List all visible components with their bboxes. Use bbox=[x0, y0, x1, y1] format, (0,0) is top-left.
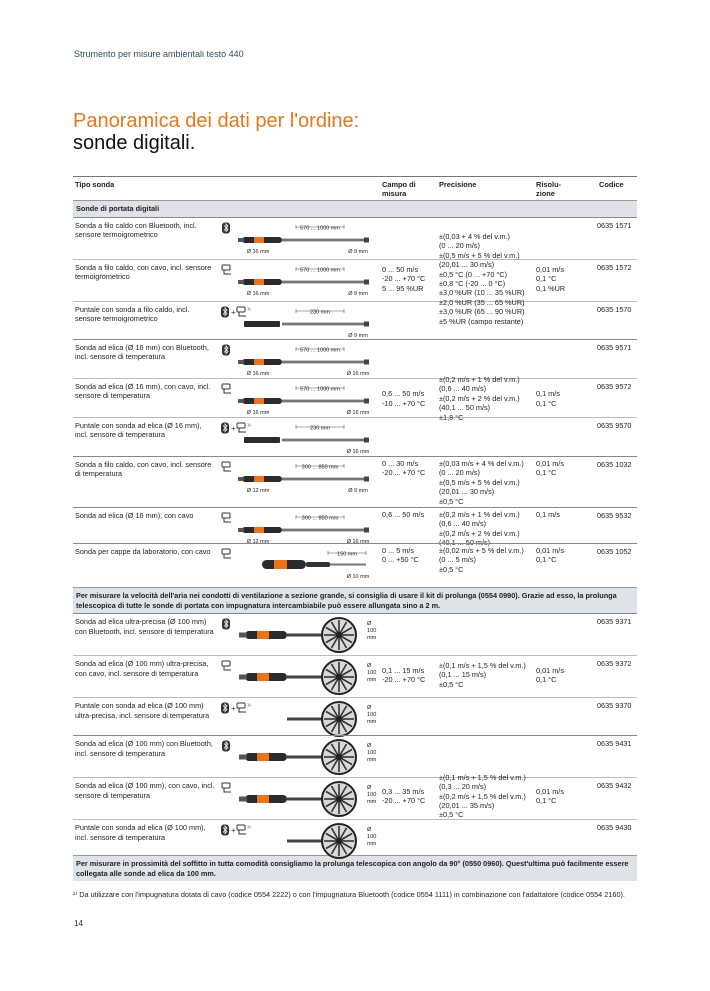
accuracy-line: ±(0,03 + 4 % del v.m.) bbox=[439, 232, 510, 241]
accuracy-line: (20,01 ... 30 m/s) bbox=[439, 487, 495, 497]
info-band-extension: Per misurare la velocità dell'aria nei condotti di ventilazione a sezione grande, si consiglia di usare il kit di prolunga (0554 0990). Grazie ad esso, la prolunga telescopica di tutte le sonde di portata con impugnatura intercambiabile può essere allungata sino a 2 m. bbox=[73, 587, 637, 613]
dim-diameter: 100 bbox=[367, 792, 377, 799]
probe-illustration bbox=[236, 220, 376, 256]
dim-diameter: Ø bbox=[367, 785, 372, 792]
resolution-line: 0,01 m/s bbox=[536, 665, 564, 675]
accuracy-line: ±0,5 °C bbox=[439, 679, 464, 689]
dim-diameter: 100 bbox=[367, 712, 377, 719]
probe-illustration bbox=[236, 459, 376, 495]
measuring-range bbox=[382, 459, 438, 478]
probe-name: Sonda a filo caldo con Bluetooth, incl. sensore termoigrometrico bbox=[75, 221, 197, 240]
measuring-range bbox=[382, 787, 438, 806]
accuracy-line: ±(0,1 m/s + 1,5 % del v.m.) bbox=[439, 661, 526, 671]
dim-tip-diameter: Ø 9 mm bbox=[348, 488, 368, 494]
dim-tip-diameter: Ø 16 mm bbox=[346, 410, 370, 416]
dim-tip-diameter: Ø 16 mm bbox=[346, 449, 370, 455]
probe-illustration bbox=[236, 262, 376, 298]
resolution bbox=[536, 546, 586, 565]
table-row bbox=[73, 819, 637, 858]
probe-illustration-wrap bbox=[236, 262, 376, 300]
probe-illustration bbox=[236, 304, 376, 340]
vane-probe-illustration bbox=[233, 780, 383, 818]
resolution bbox=[536, 510, 586, 519]
dim-handle-diameter: Ø 16 mm bbox=[246, 410, 270, 416]
resolution bbox=[536, 666, 586, 685]
probe-group-vane-16 bbox=[73, 339, 637, 456]
bluetooth-icon bbox=[221, 618, 233, 630]
accuracy-line: (0,1 ... 15 m/s) bbox=[439, 670, 487, 680]
dim-length: 150 mm bbox=[337, 551, 357, 558]
resolution-line: 0,01 m/s bbox=[536, 459, 564, 468]
footnote-marker: 1) bbox=[247, 824, 251, 830]
probe-name: Sonda per cappe da laboratorio, con cavo bbox=[75, 547, 211, 556]
measuring-range bbox=[382, 265, 438, 293]
order-code: 0635 9532 bbox=[597, 511, 632, 520]
order-code: 0635 1052 bbox=[597, 547, 632, 556]
vane-illustration-wrap bbox=[233, 780, 383, 820]
measuring-range bbox=[382, 546, 438, 565]
accuracy-line: ±0,8 °C (-20 ... 0 °C) bbox=[439, 279, 506, 289]
table-row bbox=[73, 301, 637, 342]
measuring-range-line: 0 ... 5 m/s bbox=[382, 546, 415, 555]
bluetooth-icon-wrap bbox=[221, 740, 233, 754]
bluetooth-icon-wrap bbox=[221, 344, 233, 358]
dim-length: 570 ... 1000 mm bbox=[300, 347, 340, 354]
accuracy-line: ±3,0 %UR (65 ... 90 %UR) bbox=[439, 307, 525, 317]
col-codice: Codice bbox=[599, 180, 624, 189]
table-row bbox=[73, 613, 637, 655]
measuring-range bbox=[382, 510, 438, 519]
probe-group-hotwire-temp bbox=[73, 456, 637, 507]
probe-name: Sonda a filo caldo, con cavo, incl. sensore termoigrometrico bbox=[75, 263, 212, 282]
dim-diameter: mm bbox=[367, 799, 377, 806]
svg-text:+: + bbox=[231, 704, 236, 714]
footnote: ¹⁾ Da utilizzare con l'impugnatura dotata di cavo (codice 0554 2222) o con l'impugnatura Bluetooth (codice 0554 1111) in combinazione con l'adattatore (codice 0554 2160). bbox=[73, 890, 625, 899]
page-subtitle: sonde digitali. bbox=[73, 132, 196, 154]
dim-diameter: 100 bbox=[367, 834, 377, 841]
order-code: 0635 1572 bbox=[597, 263, 632, 272]
probe-illustration-wrap bbox=[236, 304, 376, 342]
probe-illustration bbox=[236, 381, 376, 417]
accuracy-line: ±5 %UR (campo restante) bbox=[439, 316, 524, 326]
resolution bbox=[536, 389, 586, 408]
measuring-range-line: 0,6 ... 50 m/s bbox=[382, 389, 425, 399]
order-code: 0635 9571 bbox=[597, 343, 632, 352]
accuracy-line: (0 ... 20 m/s) bbox=[439, 241, 480, 251]
measuring-range-line: 5 ... 95 %UR bbox=[382, 283, 424, 293]
dim-diameter: Ø bbox=[367, 663, 372, 670]
probe-name: Sonda ad elica (Ø 16 mm), con cavo bbox=[75, 511, 194, 520]
order-code: 0635 1570 bbox=[597, 305, 632, 314]
dim-diameter: mm bbox=[367, 757, 377, 764]
page-number: 14 bbox=[74, 919, 83, 928]
accuracy-line: (0 ... 20 m/s) bbox=[439, 468, 480, 478]
measuring-range-line: -20 ... +70 °C bbox=[382, 675, 426, 685]
table-row bbox=[73, 697, 637, 738]
dim-diameter: mm bbox=[367, 677, 377, 684]
section-title: Sonde di portata digitali bbox=[73, 200, 637, 217]
accuracy bbox=[439, 459, 535, 506]
probe-illustration-wrap bbox=[236, 459, 376, 497]
resolution-line: 0,1 m/s bbox=[536, 389, 560, 399]
accuracy-line: (0,6 ... 40 m/s) bbox=[439, 384, 487, 394]
probe-group-vane-16-cable bbox=[73, 507, 637, 548]
order-code: 0635 9370 bbox=[597, 701, 632, 711]
dim-length: 570 ... 1000 mm bbox=[300, 225, 340, 232]
probe-name: Sonda ad elica (Ø 100 mm) ultra-precisa, con cavo, incl. sensore di temperatura bbox=[75, 659, 209, 678]
probe-name: Sonda ad elica (Ø 100 mm), con cavo, incl. sensore di temperatura bbox=[75, 781, 215, 800]
dim-diameter: 100 bbox=[367, 670, 377, 677]
cable-icon bbox=[221, 782, 233, 794]
footnote-marker: 1) bbox=[247, 702, 251, 708]
probe-name: Puntale con sonda a filo caldo, incl. sensore termoigrometrico bbox=[75, 305, 190, 324]
accuracy bbox=[439, 546, 535, 574]
accuracy-line: ±(0,2 m/s + 1 % del v.m.) bbox=[439, 375, 520, 384]
cable-icon-wrap bbox=[221, 461, 233, 475]
accuracy-line: ±(0,2 m/s + 1,5 % del v.m.) bbox=[439, 791, 526, 801]
dim-tip-diameter: Ø 16 mm bbox=[346, 539, 370, 545]
accuracy bbox=[439, 375, 535, 422]
svg-text:+: + bbox=[231, 424, 236, 433]
probe-illustration-wrap bbox=[236, 546, 376, 584]
dim-tip-diameter: Ø 16 mm bbox=[346, 371, 370, 377]
dim-handle-diameter: Ø 16 mm bbox=[246, 291, 270, 297]
measuring-range-line: 0 ... 50 m/s bbox=[382, 264, 419, 274]
col-precisione: Precisione bbox=[439, 180, 477, 189]
resolution-line: 0,1 °C bbox=[536, 468, 557, 478]
dim-length: 570 ... 1000 mm bbox=[300, 386, 340, 393]
accuracy-line: (40,1 ... 50 m/s) bbox=[439, 403, 491, 413]
cable-icon bbox=[221, 548, 233, 560]
order-code: 0635 1032 bbox=[597, 460, 632, 469]
accuracy bbox=[439, 773, 535, 820]
dim-diameter: Ø bbox=[367, 743, 372, 750]
vane-illustration-wrap bbox=[233, 822, 383, 862]
dim-length: 300 ... 850 mm bbox=[301, 464, 339, 471]
accuracy-line: ±2,0 %UR (35 ... 65 %UR) bbox=[439, 297, 525, 307]
dim-length: 570 ... 1000 mm bbox=[300, 267, 340, 274]
dim-diameter: Ø bbox=[367, 621, 372, 628]
svg-text:+: + bbox=[231, 826, 236, 836]
vane-probe-illustration bbox=[233, 822, 383, 860]
accuracy-line: (0 ... 5 m/s) bbox=[439, 555, 476, 565]
vane-probe-illustration bbox=[233, 738, 383, 776]
measuring-range-line: -20 ... +70 °C bbox=[382, 796, 426, 806]
dim-diameter: 100 bbox=[367, 628, 377, 635]
accuracy bbox=[439, 510, 535, 548]
cable-icon bbox=[221, 383, 233, 395]
dim-length: 230 mm bbox=[310, 309, 330, 316]
dim-diameter: Ø bbox=[367, 705, 372, 712]
accuracy bbox=[439, 661, 535, 689]
accuracy-line: ±1,8 °C bbox=[439, 412, 464, 422]
measuring-range-line: -10 ... +70 °C bbox=[382, 398, 426, 408]
dim-diameter: mm bbox=[367, 635, 377, 642]
dim-diameter: Ø bbox=[367, 827, 372, 834]
resolution-line: 0,1 m/s bbox=[536, 510, 560, 519]
measuring-range-line: 0,3 ... 35 m/s bbox=[382, 786, 425, 796]
accuracy-line: ±(0,2 m/s + 2 % del v.m.) bbox=[439, 528, 520, 538]
accuracy-line: ±(0,03 m/s + 4 % del v.m.) bbox=[439, 459, 524, 468]
dim-diameter: mm bbox=[367, 719, 377, 726]
accuracy-line: ±(0,02 m/s + 5 % del v.m.) bbox=[439, 546, 524, 555]
order-code: 0635 9572 bbox=[597, 382, 632, 391]
bluetooth-icon bbox=[221, 344, 233, 356]
resolution-line: 0,01 m/s bbox=[536, 264, 564, 274]
order-code: 0635 9431 bbox=[597, 739, 632, 749]
order-table bbox=[73, 176, 637, 881]
resolution-line: 0,1 °C bbox=[536, 274, 557, 284]
probe-group-lab-hood bbox=[73, 543, 637, 587]
bluetooth-icon bbox=[221, 740, 233, 752]
order-code: 0635 9570 bbox=[597, 421, 632, 430]
accuracy-line: (40,1 ... 50 m/s) bbox=[439, 538, 491, 548]
bluetooth-icon-wrap bbox=[221, 222, 233, 236]
col-campo-misura: Campo di misura bbox=[382, 180, 416, 198]
footnote-marker: 1) bbox=[247, 422, 251, 427]
cable-icon bbox=[221, 264, 233, 276]
col-risoluzione: Risolu-zione bbox=[536, 180, 562, 198]
probe-illustration bbox=[236, 420, 376, 456]
resolution-line: 0,01 m/s bbox=[536, 546, 564, 555]
cable-icon bbox=[221, 461, 233, 473]
resolution-line: 0,1 °C bbox=[536, 555, 557, 565]
probe-group-vane-100 bbox=[73, 735, 637, 855]
dim-diameter: mm bbox=[367, 841, 377, 848]
order-code: 0635 9430 bbox=[597, 823, 632, 833]
cable-icon-wrap bbox=[221, 512, 233, 526]
probe-group-vane-100-precise bbox=[73, 613, 637, 735]
dim-handle-diameter: Ø 12 mm bbox=[246, 488, 270, 494]
measuring-range bbox=[382, 666, 438, 685]
accuracy-line: ±0,5 °C bbox=[439, 496, 464, 506]
cable-icon bbox=[221, 660, 233, 672]
dim-handle-diameter: Ø 16 mm bbox=[246, 249, 270, 255]
bluetooth-icon bbox=[221, 222, 233, 234]
dim-handle-diameter: Ø 16 mm bbox=[246, 371, 270, 377]
probe-illustration bbox=[236, 546, 376, 582]
dim-tip-diameter: Ø 9 mm bbox=[348, 291, 368, 297]
probe-name: Sonda a filo caldo, con cavo, incl. sensore di temperatura bbox=[75, 460, 212, 479]
probe-name: Puntale con sonda ad elica (Ø 16 mm), incl. sensore di temperatura bbox=[75, 421, 202, 440]
measuring-range-line: 0,1 ... 15 m/s bbox=[382, 665, 425, 675]
footnote-marker: 1) bbox=[247, 306, 251, 311]
vane-probe-illustration bbox=[233, 700, 383, 738]
probe-illustration-wrap bbox=[236, 381, 376, 419]
vane-illustration-wrap bbox=[233, 738, 383, 778]
vane-probe-illustration bbox=[233, 658, 383, 696]
svg-text:+: + bbox=[231, 308, 236, 317]
measuring-range-line: 0 ... 30 m/s bbox=[382, 459, 419, 468]
resolution bbox=[536, 459, 586, 478]
probe-name: Sonda ad elica (Ø 16 mm), con cavo, incl. sensore di temperatura bbox=[75, 382, 211, 401]
vane-probe-illustration bbox=[233, 616, 383, 654]
accuracy-line: (20,01 ... 30 m/s) bbox=[439, 260, 495, 270]
probe-name: Sonda ad elica ultra-precisa (Ø 100 mm) con Bluetooth, incl. sensore di temperatura bbox=[75, 617, 214, 636]
dim-tip-diameter: Ø 10 mm bbox=[346, 574, 370, 580]
order-code: 0635 1571 bbox=[597, 221, 632, 230]
table-row bbox=[73, 339, 637, 378]
cable-icon-wrap bbox=[221, 782, 233, 796]
dim-handle-diameter: Ø 12 mm bbox=[246, 539, 270, 545]
cable-icon-wrap bbox=[221, 264, 233, 278]
resolution bbox=[536, 787, 586, 806]
table-row bbox=[73, 417, 637, 459]
probe-group-hotwire-humidity bbox=[73, 217, 637, 339]
accuracy-line: ±(0,5 m/s + 5 % del v.m.) bbox=[439, 250, 520, 260]
table-row bbox=[73, 735, 637, 777]
accuracy bbox=[439, 232, 535, 326]
order-code: 0635 9432 bbox=[597, 781, 632, 791]
order-code: 0635 9371 bbox=[597, 617, 632, 627]
accuracy-line: ±(0,5 m/s + 5 % del v.m.) bbox=[439, 477, 520, 487]
vane-illustration-wrap bbox=[233, 616, 383, 656]
resolution-line: 0,1 %UR bbox=[536, 283, 566, 293]
accuracy-line: ±(0,2 m/s + 2 % del v.m.) bbox=[439, 393, 520, 403]
dim-length: 300 ... 850 mm bbox=[301, 515, 339, 522]
accuracy-line: ±3,0 %UR (10 ... 35 %UR) bbox=[439, 288, 525, 298]
accuracy-line: ±0,5 °C bbox=[439, 810, 464, 820]
probe-name: Puntale con sonda ad elica (Ø 100 mm) ultra-precisa, incl. sensore di temperatura bbox=[75, 701, 210, 720]
accuracy-line: ±0,5 °C (0 ... +70 °C) bbox=[439, 269, 508, 279]
probe-illustration-wrap bbox=[236, 420, 376, 458]
col-tipo-sonda: Tipo sonda bbox=[75, 180, 115, 189]
dim-length: 230 mm bbox=[310, 425, 330, 432]
accuracy-line: (0,6 ... 40 m/s) bbox=[439, 519, 487, 529]
probe-illustration bbox=[236, 342, 376, 378]
resolution bbox=[536, 265, 586, 293]
measuring-range bbox=[382, 389, 438, 408]
resolution-line: 0,1 °C bbox=[536, 796, 557, 806]
brand-header: Strumento per misure ambientali testo 440 bbox=[74, 49, 244, 59]
probe-illustration-wrap bbox=[236, 342, 376, 380]
cable-icon-wrap bbox=[221, 660, 233, 674]
dim-tip-diameter: Ø 9 mm bbox=[348, 333, 368, 339]
resolution-line: 0,01 m/s bbox=[536, 786, 564, 796]
bluetooth-icon-wrap bbox=[221, 618, 233, 632]
probe-name: Sonda ad elica (Ø 100 mm) con Bluetooth, incl. sensore di temperatura bbox=[75, 739, 213, 758]
measuring-range-line: 0 ... +50 °C bbox=[382, 555, 419, 565]
accuracy-line: (0,3 ... 20 m/s) bbox=[439, 782, 487, 792]
accuracy-line: ±0,5 °C bbox=[439, 564, 464, 574]
probe-name: Puntale con sonda ad elica (Ø 100 mm), incl. sensore di temperatura bbox=[75, 823, 206, 842]
page-title: Panoramica dei dati per l'ordine: bbox=[73, 110, 360, 132]
accuracy-line: ±(0,2 m/s + 1 % del v.m.) bbox=[439, 510, 520, 519]
probe-illustration bbox=[236, 510, 376, 546]
dim-diameter: 100 bbox=[367, 750, 377, 757]
table-header bbox=[73, 176, 637, 200]
resolution-line: 0,1 °C bbox=[536, 675, 557, 685]
cable-icon-wrap bbox=[221, 548, 233, 562]
table-row bbox=[73, 217, 637, 259]
info-band-ceiling: Per misurare in prossimità del soffitto in tutta comodità consigliamo la prolunga telescopica con angolo da 90° (0550 0960). Quest'ultima può facilmente essere collegata alle sonde ad elica da 100 mm. bbox=[73, 855, 637, 881]
order-code: 0635 9372 bbox=[597, 659, 632, 669]
measuring-range-line: -20 ... +70 °C bbox=[382, 274, 426, 284]
resolution-line: 0,1 °C bbox=[536, 398, 557, 408]
cable-icon-wrap bbox=[221, 383, 233, 397]
probe-name: Sonda ad elica (Ø 16 mm) con Bluetooth, incl. sensore di temperatura bbox=[75, 343, 209, 362]
accuracy-line: ±(0,1 m/s + 1,5 % del v.m.) bbox=[439, 772, 526, 782]
dim-tip-diameter: Ø 9 mm bbox=[348, 249, 368, 255]
cable-icon bbox=[221, 512, 233, 524]
measuring-range-line: -20 ... +70 °C bbox=[382, 468, 426, 478]
probe-illustration-wrap bbox=[236, 220, 376, 258]
accuracy-line: (20,01 ... 35 m/s) bbox=[439, 800, 495, 810]
measuring-range-line: 0,6 ... 50 m/s bbox=[382, 510, 425, 519]
vane-illustration-wrap bbox=[233, 658, 383, 698]
